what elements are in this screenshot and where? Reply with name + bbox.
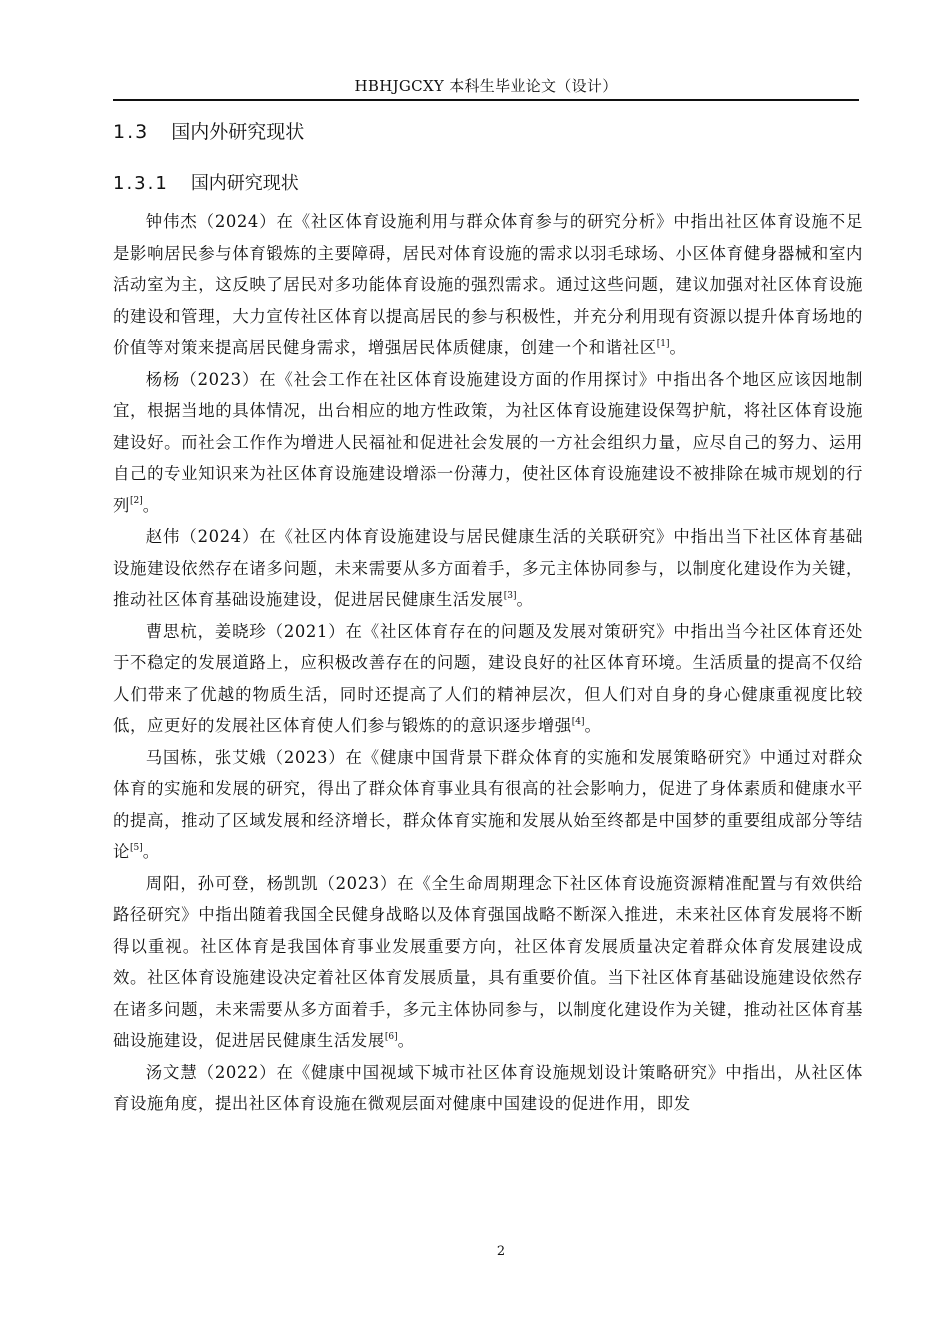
paragraph: 马国栋，张艾娥（2023）在《健康中国背景下群众体育的实施和发展策略研究》中通过对群众体育的实施和发展的研究，得出了群众体育事业具有很高的社会影响力，促进了身体素质和健康水平的提高，推动了区域发展和经济增长，群众体育实施和发展从始至终都是中国梦的重要组成部分等结论[5]。 (113, 747, 863, 861)
header-rule (113, 99, 859, 101)
paragraph: 周阳，孙可登，杨凯凯（2023）在《全生命周期理念下社区体育设施资源精准配置与有效供给路径研究》中指出随着我国全民健身战略以及体育强国战略不断深入推进，未来社区体育发展将不断得以重视。社区体育是我国体育事业发展重要方向，社区体育发展质量决定着群众体育发展建设成效。社区体育设施建设决定着社区体育发展质量，具有重要价值。当下社区体育基础设施建设依然存在诸多问题，未来需要从多方面着手，多元主体协同参与，以制度化建设作为关键，推动社区体育基础设施建设，促进居民健康生活发展[6]。 (113, 873, 863, 1050)
citation: [1] (656, 338, 670, 349)
paragraph: 钟伟杰（2024）在《社区体育设施利用与群众体育参与的研究分析》中指出社区体育设施不足是影响居民参与体育锻炼的主要障碍，居民对体育设施的需求以羽毛球场、小区体育健身器械和室内活动室为主，这反映了居民对多功能体育设施的强烈需求。通过这些问题，建议加强对社区体育设施的建设和管理，大力宣传社区体育以提高居民的参与积极性，并充分利用现有资源以提升体育场地的价值等对策来提高居民健身需求，增强居民体质健康，创建一个和谐社区[1]。 (113, 212, 863, 357)
running-header: HBHJGCXY 本科生毕业论文（设计） (354, 77, 618, 95)
subsection-title: 国内研究现状 (190, 173, 299, 194)
subsection-number: 1.3.1 (113, 173, 169, 194)
paragraph: 曹思杭，姜晓珍（2021）在《社区体育存在的问题及发展对策研究》中指出当今社区体育还处于不稳定的发展道路上，应积极改善存在的问题，建设良好的社区体育环境。生活质量的提高不仅给人们带来了优越的物质生活，同时还提高了人们的精神层次，但人们对自身的身心健康重视度比较低，应更好的发展社区体育使人们参与锻炼的的意识逐步增强[4]。 (113, 621, 863, 735)
citation: [3] (503, 590, 517, 601)
section-number: 1.3 (113, 121, 150, 143)
section-heading (113, 118, 304, 146)
citation: [2] (130, 496, 143, 507)
body-text (113, 206, 863, 1120)
subsection-heading (113, 170, 299, 198)
paragraph: 汤文慧（2022）在《健康中国视域下城市社区体育设施规划设计策略研究》中指出，从社区体育设施角度，提出社区体育设施在微观层面对健康中国建设的促进作用，即发 (113, 1062, 863, 1113)
page-number: 2 (496, 1244, 506, 1259)
citation: [6] (384, 1031, 398, 1042)
citation: [5] (130, 842, 143, 853)
paragraph: 赵伟（2024）在《社区内体育设施建设与居民健康生活的关联研究》中指出当下社区体育基础设施建设依然存在诸多问题，未来需要从多方面着手，多元主体协同参与，以制度化建设作为关键，推动社区体育基础设施建设，促进居民健康生活发展[3]。 (113, 527, 863, 609)
section-title: 国内外研究现状 (171, 121, 305, 143)
citation: [4] (571, 716, 585, 727)
paragraph: 杨杨（2023）在《社会工作在社区体育设施建设方面的作用探讨》中指出各个地区应该因地制宜，根据当地的具体情况，出台相应的地方性政策，为社区体育设施建设保驾护航，将社区体育设施建设好。而社会工作作为增进人民福祉和促进社会发展的一方社会组织力量，应尽自己的努力、运用自己的专业知识来为社区体育设施建设增添一份薄力，使社区体育设施建设不被排除在城市规划的行列[2]。 (113, 369, 863, 515)
